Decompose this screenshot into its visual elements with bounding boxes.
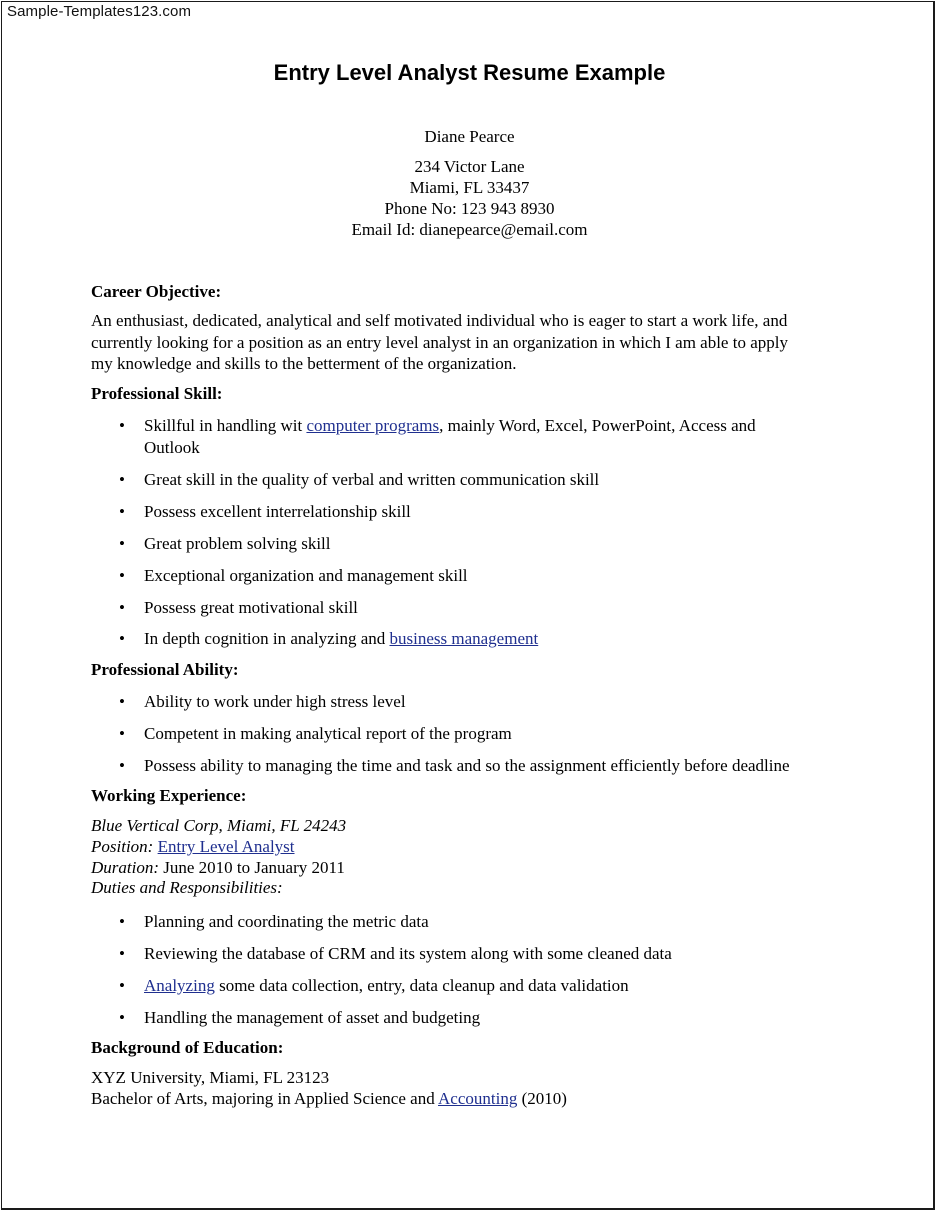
duration-line: [91, 858, 345, 878]
analyzing-link[interactable]: Analyzing: [144, 976, 215, 995]
ability-item-text: Competent in making analytical report of the program: [144, 724, 512, 743]
bullet-icon: •: [119, 1008, 125, 1027]
skill-item: [119, 469, 839, 491]
duty-item-text: Handling the management of asset and budgeting: [144, 1008, 481, 1027]
career-objective-line-2: currently looking for a position as an entry level analyst in an organization in which I am able to apply: [91, 333, 788, 352]
contact-email: Email Id: dianepearce@email.com: [351, 220, 588, 239]
working-experience-heading: Working Experience:: [91, 786, 247, 805]
ability-item-text: Possess ability to managing the time and task and so the assignment efficiently before deadline: [144, 756, 790, 775]
professional-skill-heading: Professional Skill:: [91, 384, 223, 403]
skill-item: [119, 415, 839, 459]
skill-item-text: Exceptional organization and management skill: [144, 566, 468, 585]
entry-level-analyst-link[interactable]: Entry Level Analyst: [157, 837, 295, 856]
document-title: Entry Level Analyst Resume Example: [273, 60, 666, 85]
degree-pre: Bachelor of Arts, majoring in Applied Science and: [91, 1089, 439, 1108]
position-line: [91, 837, 295, 857]
skill-item-1-post: , mainly Word, Excel, PowerPoint, Access and: [439, 416, 756, 435]
skill-item-text: Possess great motivational skill: [144, 598, 358, 617]
career-objective-line-1: An enthusiast, dedicated, analytical and self motivated individual who is eager to start a work life, and: [91, 311, 788, 330]
skill-item: [119, 565, 839, 587]
bullet-icon: •: [119, 502, 125, 521]
duty-item-text: Reviewing the database of CRM and its system along with some cleaned data: [144, 944, 672, 963]
skill-item-text: [144, 415, 824, 459]
bullet-icon: •: [119, 416, 125, 435]
duty-item-text: Planning and coordinating the metric data: [144, 912, 429, 931]
school-line: XYZ University, Miami, FL 23123: [91, 1068, 330, 1087]
bullet-icon: •: [119, 756, 125, 775]
duties-label: Duties and Responsibilities:: [91, 878, 283, 897]
company-line: Blue Vertical Corp, Miami, FL 24243: [91, 816, 347, 835]
duty-item: [119, 943, 839, 965]
duration-value: June 2010 to January 2011: [163, 858, 345, 877]
duration-label: Duration:: [91, 858, 159, 877]
career-objective-line-3: my knowledge and skills to the betterment of the organization.: [91, 354, 517, 373]
duty-3-post: some data collection, entry, data cleanup and data validation: [214, 976, 629, 995]
skill-item-text: Possess excellent interrelationship skill: [144, 502, 411, 521]
contact-street: 234 Victor Lane: [414, 157, 525, 176]
skill-item: [119, 597, 839, 619]
skill-item-7-pre: In depth cognition in analyzing and: [144, 629, 390, 648]
duty-item: [119, 975, 839, 997]
skill-item-1-pre: Skillful in handling wit: [144, 416, 307, 435]
contact-phone: Phone No: 123 943 8930: [384, 199, 555, 218]
skill-item: [119, 501, 839, 523]
duty-item: [119, 911, 839, 933]
skill-item-text: Great skill in the quality of verbal and written communication skill: [144, 470, 600, 489]
bullet-icon: •: [119, 724, 125, 743]
career-objective-heading: Career Objective:: [91, 282, 222, 301]
ability-item: [119, 755, 879, 777]
professional-ability-heading: Professional Ability:: [91, 660, 239, 679]
education-heading: Background of Education:: [91, 1038, 284, 1057]
bullet-icon: •: [119, 944, 125, 963]
bullet-icon: •: [119, 566, 125, 585]
skill-item: [119, 628, 839, 650]
bullet-icon: •: [119, 598, 125, 617]
ability-item: [119, 691, 839, 713]
ability-item: [119, 723, 839, 745]
bullet-icon: •: [119, 534, 125, 553]
skill-item-text: [144, 628, 824, 650]
skill-item-1-cont: Outlook: [144, 438, 200, 457]
degree-line: [91, 1089, 567, 1109]
bullet-icon: •: [119, 470, 125, 489]
skill-item: [119, 533, 839, 555]
bullet-icon: •: [119, 976, 125, 995]
position-label: Position:: [91, 837, 154, 856]
computer-programs-link[interactable]: computer programs: [306, 416, 440, 435]
site-watermark: Sample-Templates123.com: [7, 3, 192, 20]
degree-post: (2010): [517, 1089, 567, 1108]
business-management-link[interactable]: business management: [389, 629, 539, 648]
duty-item-text: [144, 975, 824, 997]
skill-item-text: Great problem solving skill: [144, 534, 331, 553]
bullet-icon: •: [119, 912, 125, 931]
bullet-icon: •: [119, 692, 125, 711]
contact-name: Diane Pearce: [424, 127, 515, 146]
accounting-link[interactable]: Accounting: [438, 1089, 518, 1108]
bullet-icon: •: [119, 629, 125, 648]
ability-item-text: Ability to work under high stress level: [144, 692, 406, 711]
contact-city: Miami, FL 33437: [409, 178, 530, 197]
duty-item: [119, 1007, 839, 1029]
